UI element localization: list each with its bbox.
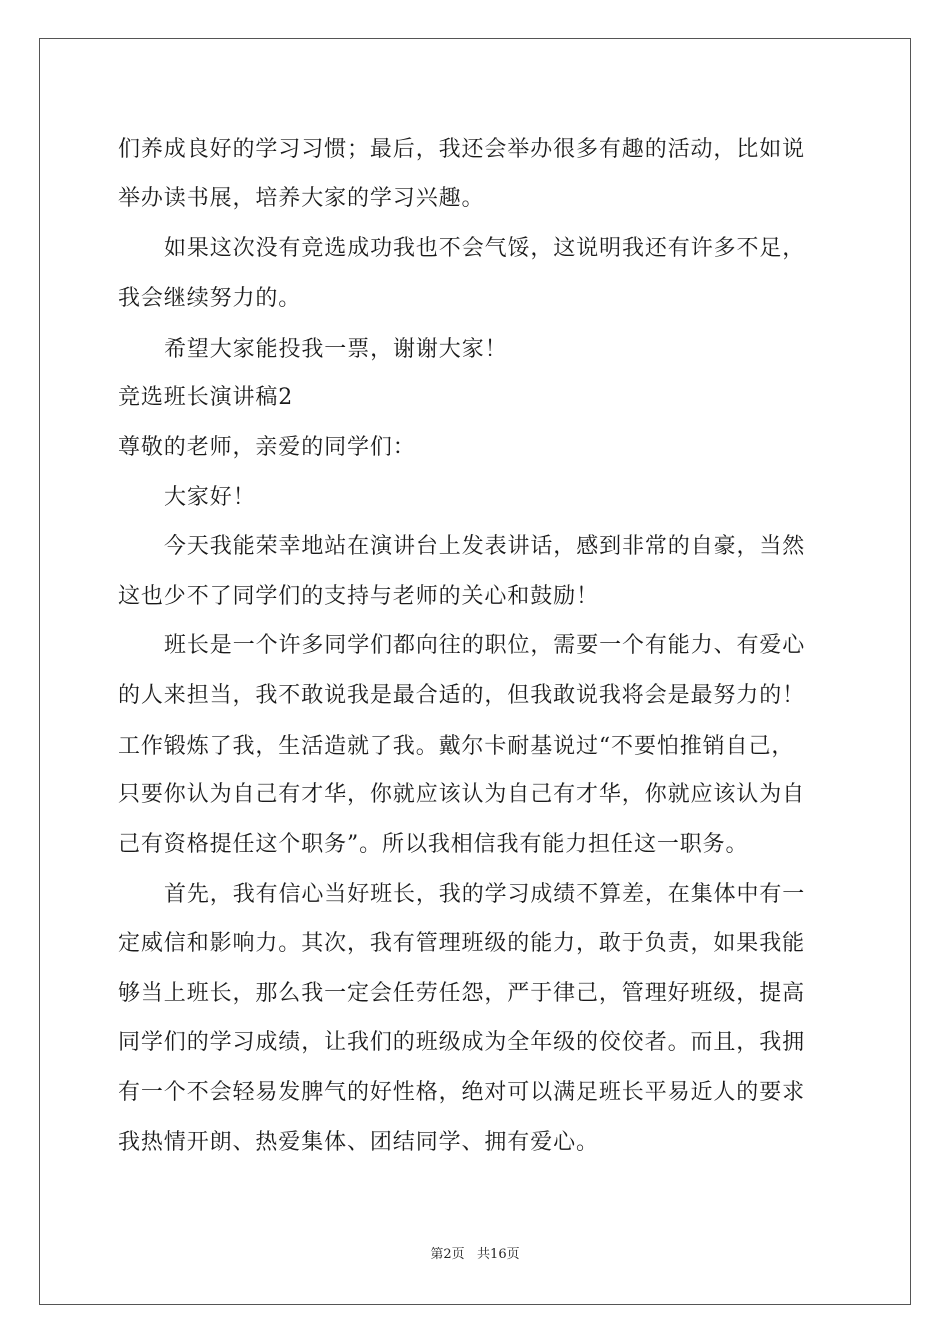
paragraph-line: 我会继续努力的。 [118, 286, 302, 311]
paragraph-line: 同学们的学习成绩，让我们的班级成为全年级的佼佼者。而且，我拥 [118, 1030, 806, 1055]
salutation: 尊敬的老师，亲爱的同学们： [118, 435, 416, 460]
paragraph-line: 定威信和影响力。其次，我有管理班级的能力，敢于负责，如果我能 [118, 931, 806, 956]
page-border [39, 38, 911, 1305]
paragraph-line: 如果这次没有竞选成功我也不会气馁，这说明我还有许多不足， [164, 236, 806, 261]
paragraph-line: 己有资格提任这个职务”。所以我相信我有能力担任这一职务。 [118, 832, 749, 857]
paragraph-line: 有一个不会轻易发脾气的好性格，绝对可以满足班长平易近人的要求 [118, 1080, 806, 1105]
paragraph-line: 够当上班长，那么我一定会任劳任怨，严于律己，管理好班级，提高 [118, 981, 806, 1006]
greeting: 大家好！ [164, 485, 256, 510]
section-title: 竞选班长演讲稿2 [118, 385, 294, 410]
paragraph-line: 首先，我有信心当好班长，我的学习成绩不算差，在集体中有一 [164, 882, 806, 907]
paragraph-line: 的人来担当，我不敢说我是最合适的，但我敢说我将会是最努力的！ [118, 683, 806, 708]
page-number-footer: 第2页 共16页 [430, 1247, 520, 1262]
paragraph-line: 只要你认为自己有才华，你就应该认为自己有才华，你就应该认为自 [118, 782, 806, 807]
paragraph-line: 今天我能荣幸地站在演讲台上发表讲话，感到非常的自豪，当然 [164, 534, 806, 559]
paragraph-line: 举办读书展，培养大家的学习兴趣。 [118, 186, 485, 211]
paragraph-line: 我热情开朗、热爱集体、团结同学、拥有爱心。 [118, 1130, 599, 1155]
paragraph-line: 班长是一个许多同学们都向往的职位，需要一个有能力、有爱心 [164, 633, 806, 658]
paragraph-line: 这也少不了同学们的支持与老师的关心和鼓励！ [118, 584, 599, 609]
paragraph-line: 工作锻炼了我，生活造就了我。戴尔卡耐基说过“不要怕推销自己， [118, 734, 795, 759]
paragraph-line: 们养成良好的学习习惯；最后，我还会举办很多有趣的活动，比如说 [118, 137, 806, 162]
paragraph-line: 希望大家能投我一票，谢谢大家！ [164, 337, 508, 362]
